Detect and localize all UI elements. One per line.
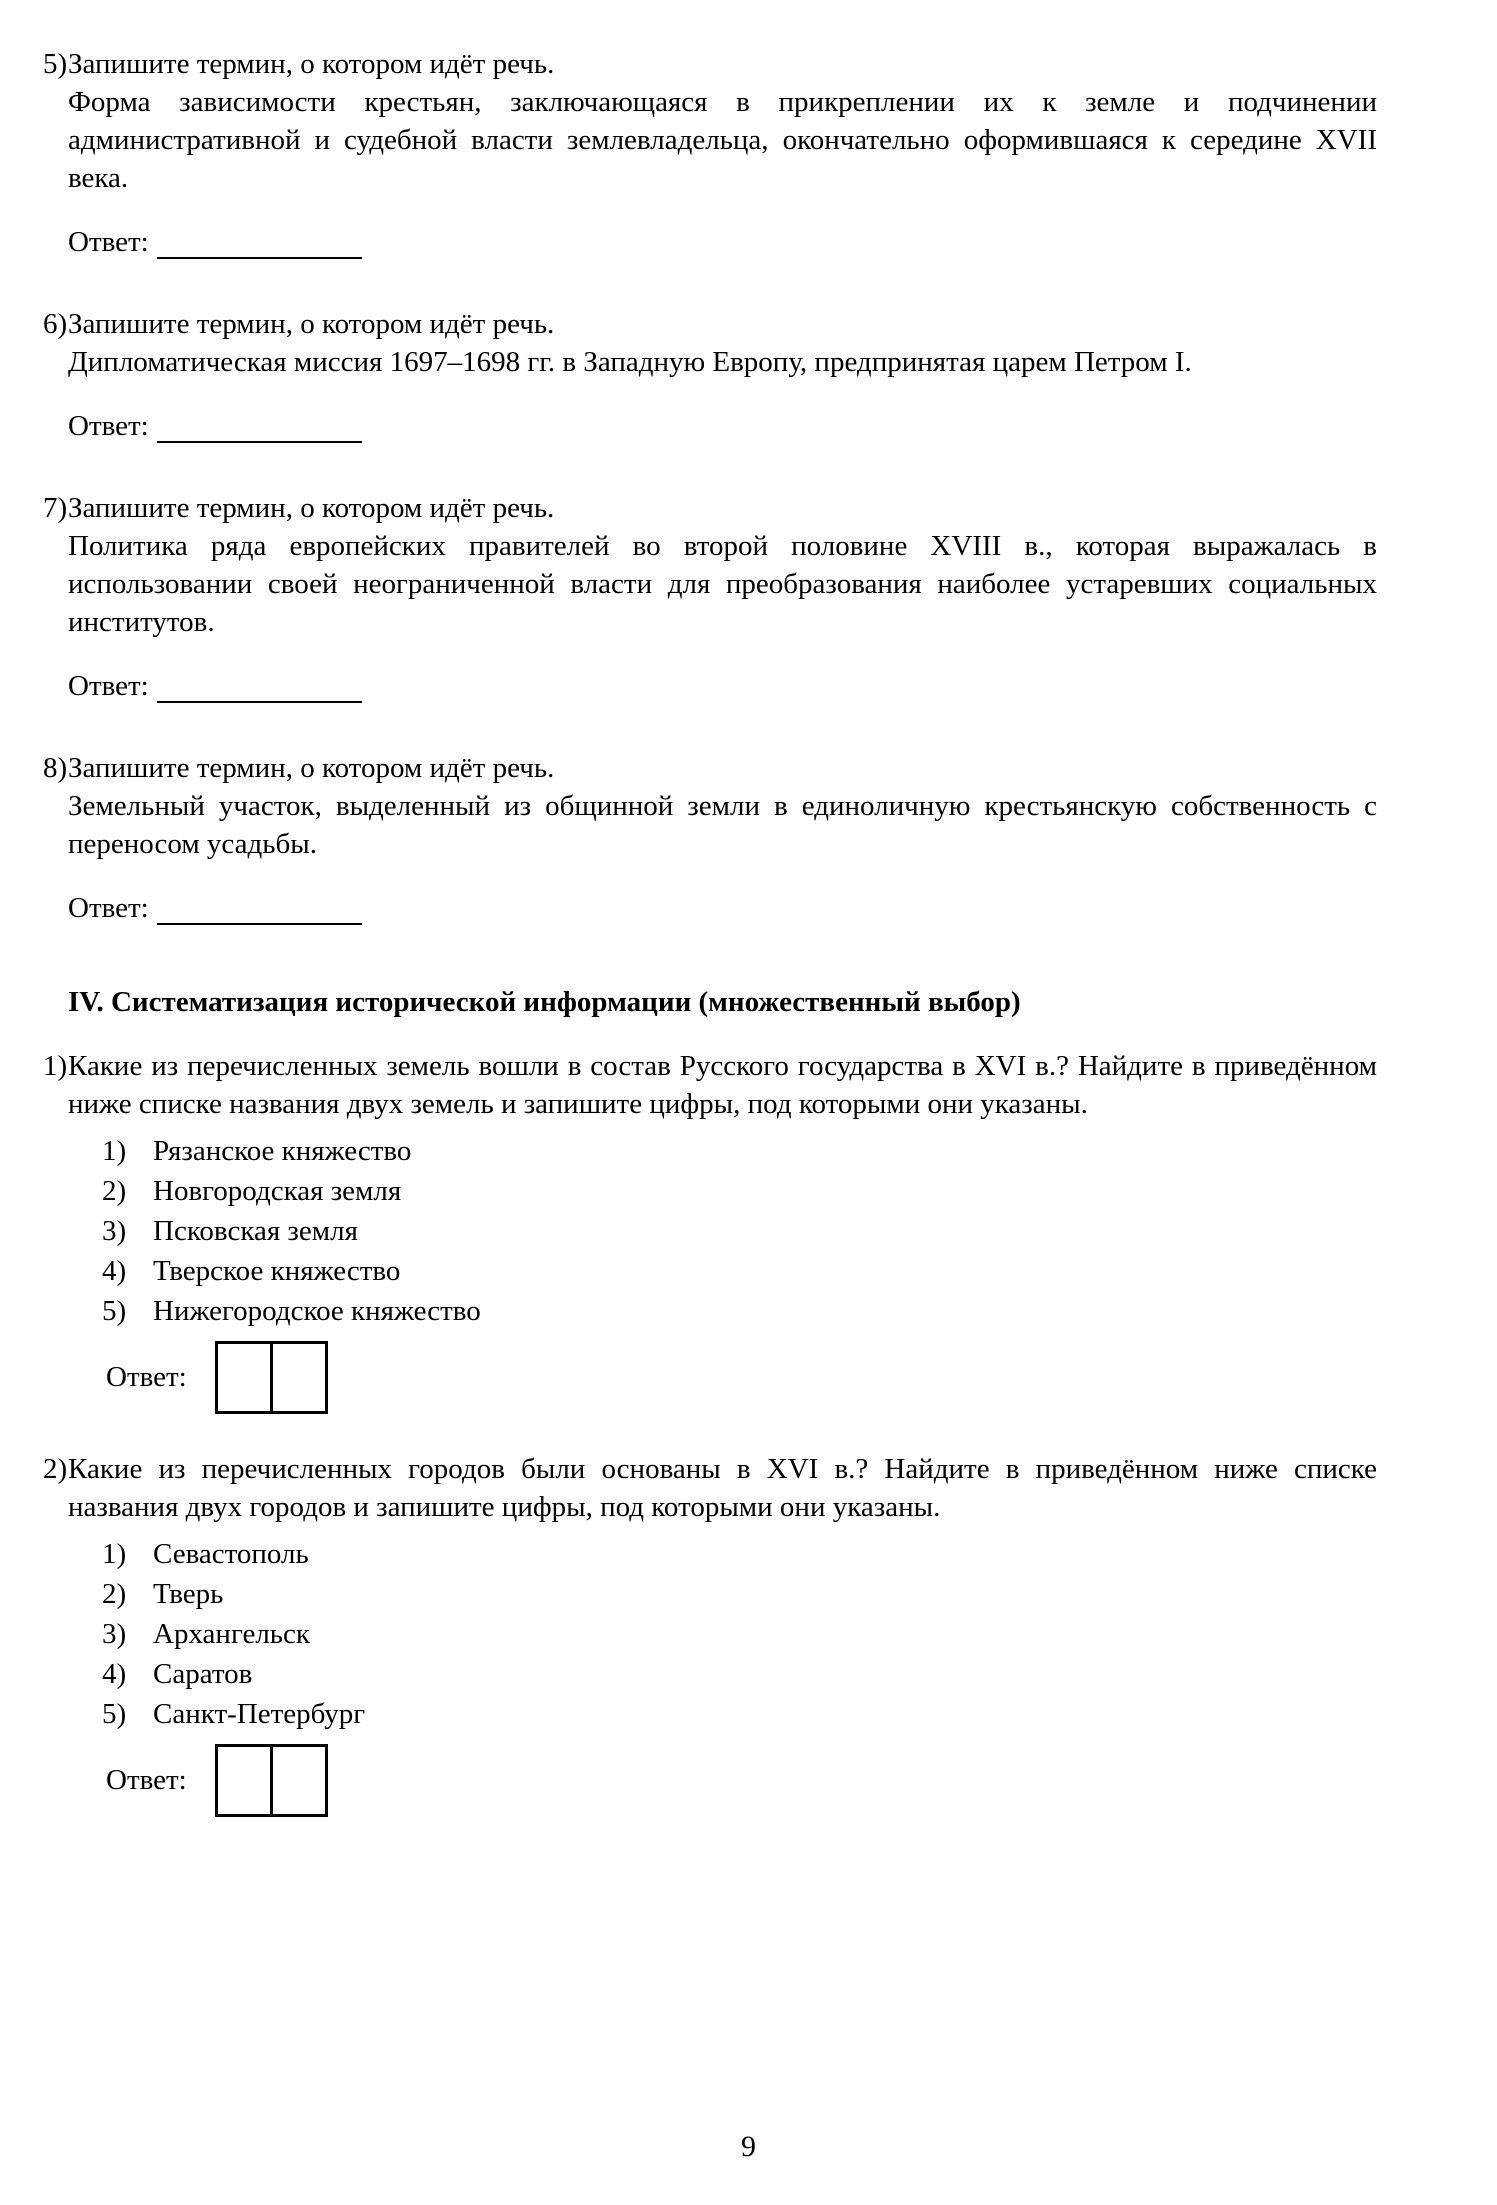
question-number: 7) bbox=[43, 492, 68, 524]
answer-row bbox=[68, 667, 1377, 705]
answer-cell-2[interactable] bbox=[270, 1344, 325, 1411]
question-5 bbox=[43, 45, 1377, 261]
option-item bbox=[102, 1291, 1377, 1331]
option-number: 3) bbox=[102, 1215, 127, 1247]
option-label: Севастополь bbox=[153, 1538, 309, 1570]
answer-blank[interactable] bbox=[157, 413, 362, 443]
option-item bbox=[102, 1574, 1377, 1614]
section-heading: IV. Систематизация исторической информации (множественный выбор) bbox=[68, 986, 1021, 1018]
options-list bbox=[102, 1131, 1377, 1331]
answer-cell-2[interactable] bbox=[270, 1747, 325, 1814]
question-number: 8) bbox=[43, 752, 68, 784]
option-number: 3) bbox=[102, 1618, 127, 1650]
answer-blank[interactable] bbox=[157, 229, 362, 259]
option-number: 2) bbox=[102, 1578, 127, 1610]
question-text: Какие из перечисленных земель вошли в состав Русского государства в XVI в.? Найдите в приведённом ниже списке названия двух земель и запишите цифры, под которыми они указаны. bbox=[68, 1050, 1377, 1120]
question-number: 6) bbox=[43, 308, 68, 340]
option-number: 2) bbox=[102, 1175, 127, 1207]
question-7 bbox=[43, 489, 1377, 705]
option-number: 1) bbox=[102, 1135, 127, 1167]
option-item bbox=[102, 1171, 1377, 1211]
option-label: Псковская земля bbox=[153, 1215, 358, 1247]
option-label: Нижегородское княжество bbox=[153, 1295, 481, 1327]
option-label: Тверское княжество bbox=[153, 1255, 401, 1287]
mc-question-1 bbox=[43, 1047, 1377, 1414]
option-number: 4) bbox=[102, 1255, 127, 1287]
question-description: Политика ряда европейских правителей во второй половине XVIII в., которая выражалась в использовании своей неограниченной власти для преобразования наиболее устаревших социальных институтов. bbox=[68, 530, 1377, 638]
answer-row bbox=[68, 1744, 1377, 1817]
answer-row bbox=[68, 407, 1377, 445]
question-number: 1) bbox=[43, 1050, 68, 1082]
answer-row bbox=[68, 223, 1377, 261]
answer-label: Ответ: bbox=[106, 1764, 187, 1796]
option-item bbox=[102, 1211, 1377, 1251]
option-label: Архангельск bbox=[153, 1618, 310, 1650]
answer-blank[interactable] bbox=[157, 673, 362, 703]
answer-cell-1[interactable] bbox=[218, 1747, 270, 1814]
option-item bbox=[102, 1131, 1377, 1171]
answer-blank[interactable] bbox=[157, 895, 362, 925]
answer-label: Ответ: bbox=[68, 226, 149, 258]
question-prompt: Запишите термин, о котором идёт речь. bbox=[68, 48, 555, 80]
option-item bbox=[102, 1694, 1377, 1734]
answer-box bbox=[215, 1341, 328, 1414]
answer-box bbox=[215, 1744, 328, 1817]
question-number: 5) bbox=[43, 48, 68, 80]
question-prompt: Запишите термин, о котором идёт речь. bbox=[68, 752, 555, 784]
question-description: Дипломатическая миссия 1697–1698 гг. в Западную Европу, предпринятая царем Петром I. bbox=[68, 346, 1192, 378]
question-8 bbox=[43, 749, 1377, 927]
page-number: 9 bbox=[741, 2130, 756, 2163]
option-item bbox=[102, 1534, 1377, 1574]
question-description: Земельный участок, выделенный из общинной земли в единоличную крестьянскую собственность с переносом усадьбы. bbox=[68, 790, 1377, 860]
question-text: Какие из перечисленных городов были основаны в XVI в.? Найдите в приведённом ниже списке названия двух городов и запишите цифры, под которыми они указаны. bbox=[68, 1453, 1377, 1523]
option-label: Тверь bbox=[153, 1578, 224, 1610]
option-number: 5) bbox=[102, 1698, 127, 1730]
option-item bbox=[102, 1654, 1377, 1694]
answer-label: Ответ: bbox=[68, 670, 149, 702]
answer-label: Ответ: bbox=[68, 892, 149, 924]
option-item bbox=[102, 1614, 1377, 1654]
mc-question-2 bbox=[43, 1450, 1377, 1817]
question-number: 2) bbox=[43, 1453, 68, 1485]
question-description: Форма зависимости крестьян, заключающаяся в прикреплении их к земле и подчинении административной и судебной власти землевладельца, окончательно оформившаяся к середине XVII века. bbox=[68, 86, 1377, 194]
answer-cell-1[interactable] bbox=[218, 1344, 270, 1411]
options-list bbox=[102, 1534, 1377, 1734]
answer-label: Ответ: bbox=[68, 410, 149, 442]
option-label: Рязанское княжество bbox=[153, 1135, 412, 1167]
question-6 bbox=[43, 305, 1377, 445]
option-label: Санкт-Петербург bbox=[153, 1698, 366, 1730]
option-number: 4) bbox=[102, 1658, 127, 1690]
option-item bbox=[102, 1251, 1377, 1291]
option-label: Новгородская земля bbox=[153, 1175, 402, 1207]
option-number: 1) bbox=[102, 1538, 127, 1570]
option-label: Саратов bbox=[153, 1658, 253, 1690]
answer-row bbox=[68, 1341, 1377, 1414]
answer-label: Ответ: bbox=[106, 1361, 187, 1393]
option-number: 5) bbox=[102, 1295, 127, 1327]
question-prompt: Запишите термин, о котором идёт речь. bbox=[68, 308, 555, 340]
answer-row bbox=[68, 889, 1377, 927]
question-prompt: Запишите термин, о котором идёт речь. bbox=[68, 492, 555, 524]
